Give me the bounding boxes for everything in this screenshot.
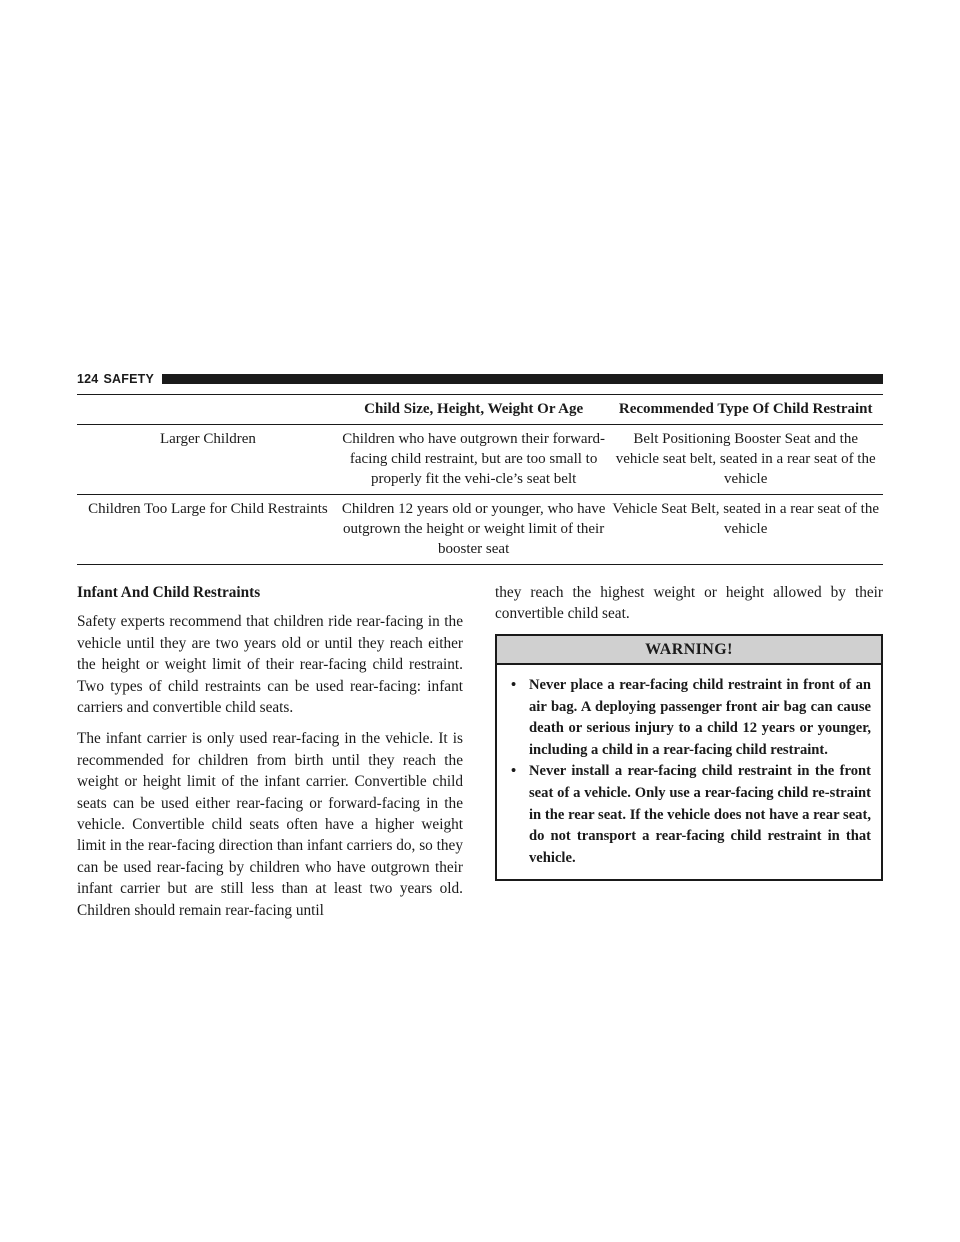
restraint-table bbox=[77, 394, 883, 565]
warning-item-text: Never install a rear-facing child restraint in the front seat of a vehicle. Only use a rear-facing child re-straint in the rear seat. If the vehicle does not have a rear seat, do not transport a rear-facing child restraint in that vehicle. bbox=[529, 763, 871, 866]
table-cell: Belt Positioning Booster Seat and the vehicle seat belt, seated in a rear seat of the vehicle bbox=[608, 425, 883, 495]
warning-box bbox=[495, 634, 883, 881]
table-cell: Vehicle Seat Belt, seated in a rear seat of the vehicle bbox=[608, 495, 883, 565]
table-header-row bbox=[77, 395, 883, 425]
bullet-icon: • bbox=[511, 677, 517, 693]
warning-item bbox=[507, 761, 871, 869]
table-cell: Children who have outgrown their forward-facing child restraint, but are too small to properly fit the vehi-cle’s seat belt bbox=[339, 425, 609, 495]
warning-title: WARNING! bbox=[497, 636, 881, 665]
body-paragraph: Safety experts recommend that children ride rear-facing in the vehicle until they are two years old or until they reach either the height or weight limit of their rear-facing child restraint. Two types of child restraints can be used rear-facing: infant carriers and convertible child seats. bbox=[77, 613, 463, 717]
table-cell: Larger Children bbox=[77, 425, 339, 495]
page-number: 124 bbox=[77, 372, 99, 386]
warning-item bbox=[507, 675, 871, 761]
table-row bbox=[77, 425, 883, 495]
table-header-cell: Recommended Type Of Child Restraint bbox=[608, 395, 883, 425]
section-name: SAFETY bbox=[103, 372, 154, 386]
warning-list bbox=[497, 665, 881, 879]
warning-item-text: Never place a rear-facing child restraint in front of an air bag. A deploying passenger front air bag can cause death or serious injury to a child 12 years or younger, including a child in a rear-facing child restraint. bbox=[529, 677, 871, 758]
table-cell: Children 12 years old or younger, who have outgrown the height or weight limit of their booster seat bbox=[339, 495, 609, 565]
section-heading: Infant And Child Restraints bbox=[77, 584, 261, 601]
left-column bbox=[77, 582, 463, 931]
body-paragraph: The infant carrier is only used rear-facing in the vehicle. It is recommended for children from birth until they reach the weight or height limit of the infant carrier. Convertible child seats can be used either rear-facing or forward-facing in the vehicle. Convertible child seats often have a higher weight limit in the rear-facing direction than infant carriers do, so they can be used rear-facing by children who have outgrown their infant carrier but are still less than at least two years old. Children should remain rear-facing until bbox=[77, 730, 463, 919]
body-paragraph-continuation: they reach the highest weight or height allowed by their convertible child seat. bbox=[495, 584, 883, 623]
right-column bbox=[495, 582, 883, 635]
table-cell: Children Too Large for Child Restraints bbox=[77, 495, 339, 565]
bullet-icon: • bbox=[511, 763, 517, 780]
table-row bbox=[77, 495, 883, 565]
header-rule bbox=[162, 374, 883, 384]
table-header-cell bbox=[77, 395, 339, 425]
table-header-cell: Child Size, Height, Weight Or Age bbox=[339, 395, 609, 425]
page-header bbox=[77, 370, 883, 388]
